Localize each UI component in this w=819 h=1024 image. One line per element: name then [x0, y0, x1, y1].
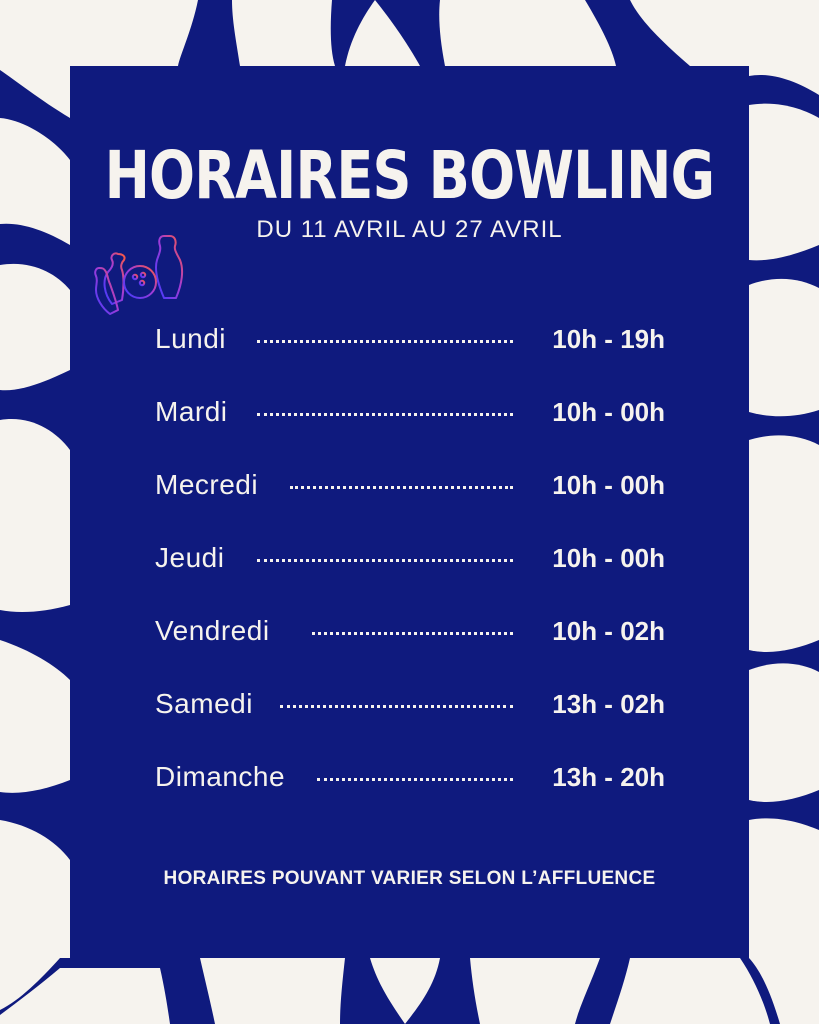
opening-hours: 10h - 00h: [552, 470, 665, 500]
footer-note: HORAIRES POUVANT VARIER SELON L’AFFLUENCE: [163, 868, 656, 889]
opening-hours: 10h - 19h: [552, 324, 665, 354]
schedule-row: [155, 684, 665, 724]
schedule-row: [155, 538, 665, 578]
opening-hours: 10h - 00h: [552, 543, 665, 573]
dotted-leader: [280, 705, 513, 708]
schedule-row: [155, 465, 665, 505]
dotted-leader: [257, 559, 513, 562]
opening-hours: 10h - 00h: [552, 397, 665, 427]
day-label: Jeudi: [155, 542, 225, 573]
opening-hours: 13h - 02h: [552, 689, 665, 719]
day-label: Mardi: [155, 396, 228, 427]
bowling-pins-icon: [94, 232, 188, 318]
schedule-row: [155, 319, 665, 359]
page-title: HORAIRES BOWLING: [104, 137, 715, 214]
dotted-leader: [317, 778, 513, 781]
date-range-subtitle: DU 11 AVRIL AU 27 AVRIL: [256, 216, 563, 243]
day-label: Dimanche: [155, 761, 286, 792]
day-label: Mecredi: [155, 469, 259, 500]
dotted-leader: [312, 632, 513, 635]
dotted-leader: [290, 486, 513, 489]
dotted-leader: [257, 413, 513, 416]
day-label: Samedi: [155, 688, 253, 719]
schedule-row: [155, 757, 665, 797]
dotted-leader: [257, 340, 513, 343]
schedule-row: [155, 611, 665, 651]
opening-hours: 10h - 02h: [552, 616, 665, 646]
schedule-row: [155, 392, 665, 432]
day-label: Vendredi: [155, 615, 270, 646]
opening-hours: 13h - 20h: [552, 762, 665, 792]
day-label: Lundi: [155, 323, 227, 354]
